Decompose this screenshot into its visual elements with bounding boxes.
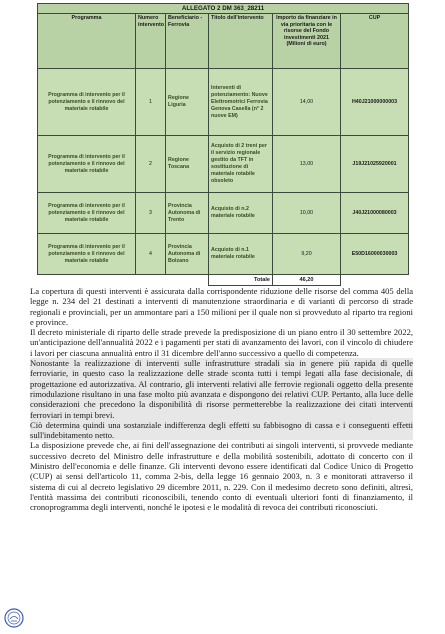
cell-titolo: Acquisto di n.1 materiale rotabile — [209, 234, 273, 275]
header-importo: Importo da finanziare in via prioritaria con le risorse del Fondo investimenti 2021 (Milioni di euro) — [273, 14, 341, 69]
header-programma: Programma — [38, 14, 136, 69]
blank-cell — [341, 275, 409, 286]
cell-titolo: Acquisto di n.2 materiale rotabile — [209, 193, 273, 234]
cell-beneficiario: Regione Toscana — [166, 136, 209, 193]
paragraph: La disposizione prevede che, ai fini dell'assegnazione dei contributi ai singoli interventi, si provvede mediante successivo decreto del Ministro delle infrastrutture e della mobilità sostenibili, adottato di concerto con il Ministro dell'economia e delle finanze. Gli interventi devono essere identificati dal Codice Unico di Progetto (CUP) ai sensi dell'articolo 11, comma 2-bis, della legge 16 gennaio 2003, n. 3 e monitorati attraverso il sistema di cui al decreto legislativo 29 dicembre 2011, n. 229. Con il medesimo decreto sono definiti, altresì, l'entità massima dei contributi riconoscibili, tenendo conto di eventuali ulteriori fonti di finanziamento, il cronoprogramma degli interventi, nonché le ipotesi e le modalità di revoca dei contributi riconosciuti. — [30, 440, 413, 513]
cell-beneficiario: Provincia Autonoma di Bolzano — [166, 234, 209, 275]
blank-cell — [136, 275, 166, 286]
cell-numero: 4 — [136, 234, 166, 275]
table-caption: ALLEGATO 2 DM 363_28211 — [38, 4, 409, 14]
header-numero: Numero intervento — [136, 14, 166, 69]
table-row — [38, 234, 409, 275]
header-beneficiario: Beneficiario - Ferrovia — [166, 14, 209, 69]
cell-cup: H40J21000000003 — [341, 69, 409, 136]
total-value: 46,20 — [273, 275, 341, 286]
allegato-table-container — [37, 3, 408, 286]
header-cup: CUP — [341, 14, 409, 69]
cell-titolo: Acquisto di 2 treni per il servizio regionale gestito da TFT in sostituzione di materiale rotabile obsoleto — [209, 136, 273, 193]
cell-importo: 10,00 — [273, 193, 341, 234]
cell-numero: 2 — [136, 136, 166, 193]
cell-cup: E50D16000030003 — [341, 234, 409, 275]
table-row — [38, 136, 409, 193]
cell-importo: 13,00 — [273, 136, 341, 193]
cell-beneficiario: Provincia Autonoma di Trento — [166, 193, 209, 234]
cell-importo: 9,20 — [273, 234, 341, 275]
paragraph: La copertura di questi interventi è assicurata dalla corrispondente riduzione delle risorse del comma 405 della legge n. 234 del 21 destinati a interventi di manutenzione straordinaria e di varianti di percorso di strade regionali e provinciali, per un ammontare pari a 150 milioni per il quale non si provveduto al riparto tra regioni e province. — [30, 286, 413, 327]
cell-cup: J19J21025920001 — [341, 136, 409, 193]
cell-programma: Programma di intervento per il potenziamento e il rinnovo del materiale rotabile — [38, 234, 136, 275]
allegato-table — [37, 3, 409, 286]
cell-numero: 3 — [136, 193, 166, 234]
total-row — [38, 275, 409, 286]
cell-programma: Programma di intervento per il potenziamento e il rinnovo del materiale rotabile — [38, 193, 136, 234]
cell-titolo: Interventi di potenziamento: Nuove Elettromotrici Ferrovia Genova Casella (n° 2 nuove EM) — [209, 69, 273, 136]
cell-numero: 1 — [136, 69, 166, 136]
cell-beneficiario: Regione Liguria — [166, 69, 209, 136]
paragraph: Ciò determina quindi una sostanziale indifferenza degli effetti su fabbisogno di cassa e i conseguenti effetti sull'indebitamento netto. — [30, 419, 413, 441]
table-row — [38, 69, 409, 136]
blank-cell — [166, 275, 209, 286]
cell-programma: Programma di intervento per il potenziamento e il rinnovo del materiale rotabile — [38, 136, 136, 193]
blank-cell — [38, 275, 136, 286]
document-body — [30, 286, 413, 513]
cell-importo: 14,00 — [273, 69, 341, 136]
paragraph: Nonostante la realizzazione di interventi sulle infrastrutture stradali sia in genere più rapida di quelle ferroviarie, in questo caso la realizzazione delle strade sconta tutti i tempi legati alla fase decisionale, di progettazione ed autorizzativa. Al contrario, gli interventi relativi alle ferrovie regionali oggetto della presente rimodulazione risultano in una fase molto più avanzata e dispongono dei relativi CUP. Pertanto, alla luce delle considerazioni che precedono la disponibilità di risorse permetterebbe la realizzazione dei citati interventi ferroviari in tempi brevi. — [30, 358, 413, 420]
paragraph: Il decreto ministeriale di riparto delle strade prevede la predisposizione di un piano entro il 30 settembre 2022, un'anticipazione dell'annualità 2022 e i pagamenti per stati di avanzamento dei lavori, con il vincolo di chiudere i lavori per ciascuna annualità entro il 31 dicembre dell'anno successivo a quello di competenza. — [30, 327, 413, 358]
circular-seal-icon — [4, 608, 24, 628]
cell-cup: J40J21000080003 — [341, 193, 409, 234]
cell-programma: Programma di intervento per il potenziamento e il rinnovo del materiale rotabile — [38, 69, 136, 136]
table-row — [38, 193, 409, 234]
total-label: Totale — [209, 275, 273, 286]
header-titolo: Titolo dell'intervento — [209, 14, 273, 69]
